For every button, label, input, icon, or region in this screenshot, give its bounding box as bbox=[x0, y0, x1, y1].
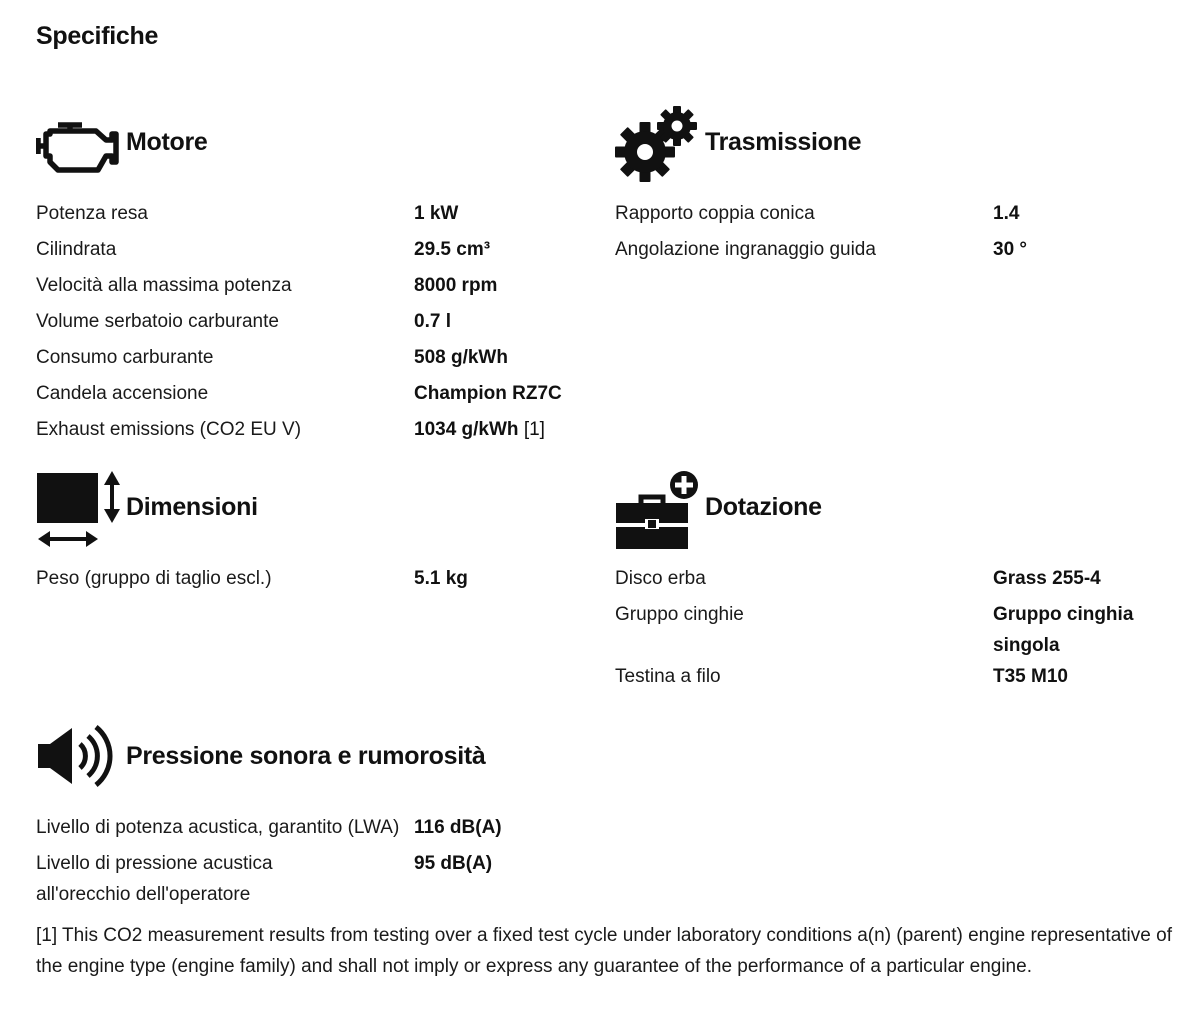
spec-label: Testina a filo bbox=[615, 666, 721, 687]
section-header bbox=[615, 100, 1175, 184]
section-transmission bbox=[615, 100, 1175, 270]
spec-row bbox=[615, 563, 1175, 599]
section-title: Motore bbox=[126, 127, 208, 156]
spec-label: Consumo carburante bbox=[36, 347, 214, 368]
spec-value bbox=[414, 414, 545, 450]
spec-value: 1 kW bbox=[414, 203, 459, 224]
spec-row bbox=[36, 270, 576, 306]
spec-value: 95 dB(A) bbox=[414, 853, 493, 874]
footnote-ref[interactable]: [1] bbox=[523, 419, 545, 440]
section-sound bbox=[36, 714, 636, 910]
spec-row bbox=[36, 563, 576, 599]
section-equipment bbox=[615, 465, 1175, 697]
spec-list bbox=[36, 812, 636, 910]
gears-icon bbox=[615, 100, 705, 184]
section-engine bbox=[36, 100, 576, 450]
spec-label: Rapporto coppia conica bbox=[615, 203, 815, 224]
section-title: Dotazione bbox=[705, 492, 822, 521]
spec-value: 508 g/kWh bbox=[414, 347, 508, 368]
spec-value: 1.4 bbox=[993, 203, 1020, 224]
section-title: Pressione sonora e rumorosità bbox=[126, 741, 486, 770]
spec-label: Livello di pressione acustica all'orecchio dell'operatore bbox=[36, 853, 273, 905]
footnote: [1] This CO2 measurement results from testing over a fixed test cycle under laboratory conditions a(n) (parent) engine representative of the engine type (engine family) and shall not imply or express any guarantee of the performance of a particular engine. bbox=[36, 925, 1172, 977]
spec-row bbox=[36, 812, 636, 848]
spec-value: Grass 255-4 bbox=[993, 568, 1101, 589]
spec-label: Candela accensione bbox=[36, 383, 209, 404]
section-header bbox=[36, 465, 576, 549]
page-title: Specifiche bbox=[36, 22, 159, 50]
spec-row bbox=[36, 306, 576, 342]
spec-value: 30 ° bbox=[993, 239, 1028, 260]
spec-value-text: 1034 g/kWh bbox=[414, 419, 519, 440]
section-header bbox=[36, 100, 576, 184]
spec-label: Disco erba bbox=[615, 568, 706, 589]
spec-label: Gruppo cinghie bbox=[615, 604, 744, 625]
spec-row bbox=[615, 234, 1175, 270]
spec-list bbox=[615, 198, 1175, 270]
spec-value: 8000 rpm bbox=[414, 275, 498, 296]
speaker-icon bbox=[36, 714, 126, 798]
toolbox-plus-icon bbox=[615, 465, 705, 549]
spec-list bbox=[615, 563, 1175, 697]
spec-row bbox=[36, 198, 576, 234]
spec-label: Exhaust emissions (CO2 EU V) bbox=[36, 419, 302, 440]
spec-label: Angolazione ingranaggio guida bbox=[615, 239, 876, 260]
spec-row bbox=[615, 599, 1175, 661]
section-title: Dimensioni bbox=[126, 492, 258, 521]
section-header bbox=[615, 465, 1175, 549]
section-title: Trasmissione bbox=[705, 127, 862, 156]
spec-label: Volume serbatoio carburante bbox=[36, 311, 279, 332]
spec-row bbox=[36, 378, 576, 414]
spec-label: Cilindrata bbox=[36, 239, 117, 260]
spec-list bbox=[36, 563, 576, 599]
spec-row bbox=[36, 342, 576, 378]
spec-row bbox=[615, 661, 1175, 697]
engine-icon bbox=[36, 100, 126, 184]
dimensions-icon bbox=[36, 465, 126, 549]
spec-value: 5.1 kg bbox=[414, 568, 468, 589]
spec-label: Livello di potenza acustica, garantito (LWA) bbox=[36, 817, 400, 838]
spec-value: 29.5 cm³ bbox=[414, 239, 491, 260]
spec-value: 116 dB(A) bbox=[414, 817, 502, 838]
section-dimensions bbox=[36, 465, 576, 599]
spec-value: T35 M10 bbox=[993, 666, 1068, 687]
spec-label: Peso (gruppo di taglio escl.) bbox=[36, 568, 272, 589]
spec-value: Champion RZ7C bbox=[414, 383, 562, 404]
spec-row bbox=[615, 198, 1175, 234]
spec-label: Potenza resa bbox=[36, 203, 148, 224]
spec-list bbox=[36, 198, 576, 450]
spec-row bbox=[36, 414, 576, 450]
section-header bbox=[36, 714, 636, 798]
spec-value: 0.7 l bbox=[414, 311, 451, 332]
spec-row bbox=[36, 848, 636, 910]
spec-row bbox=[36, 234, 576, 270]
spec-value: Gruppo cinghia singola bbox=[993, 604, 1134, 656]
spec-label: Velocità alla massima potenza bbox=[36, 275, 292, 296]
